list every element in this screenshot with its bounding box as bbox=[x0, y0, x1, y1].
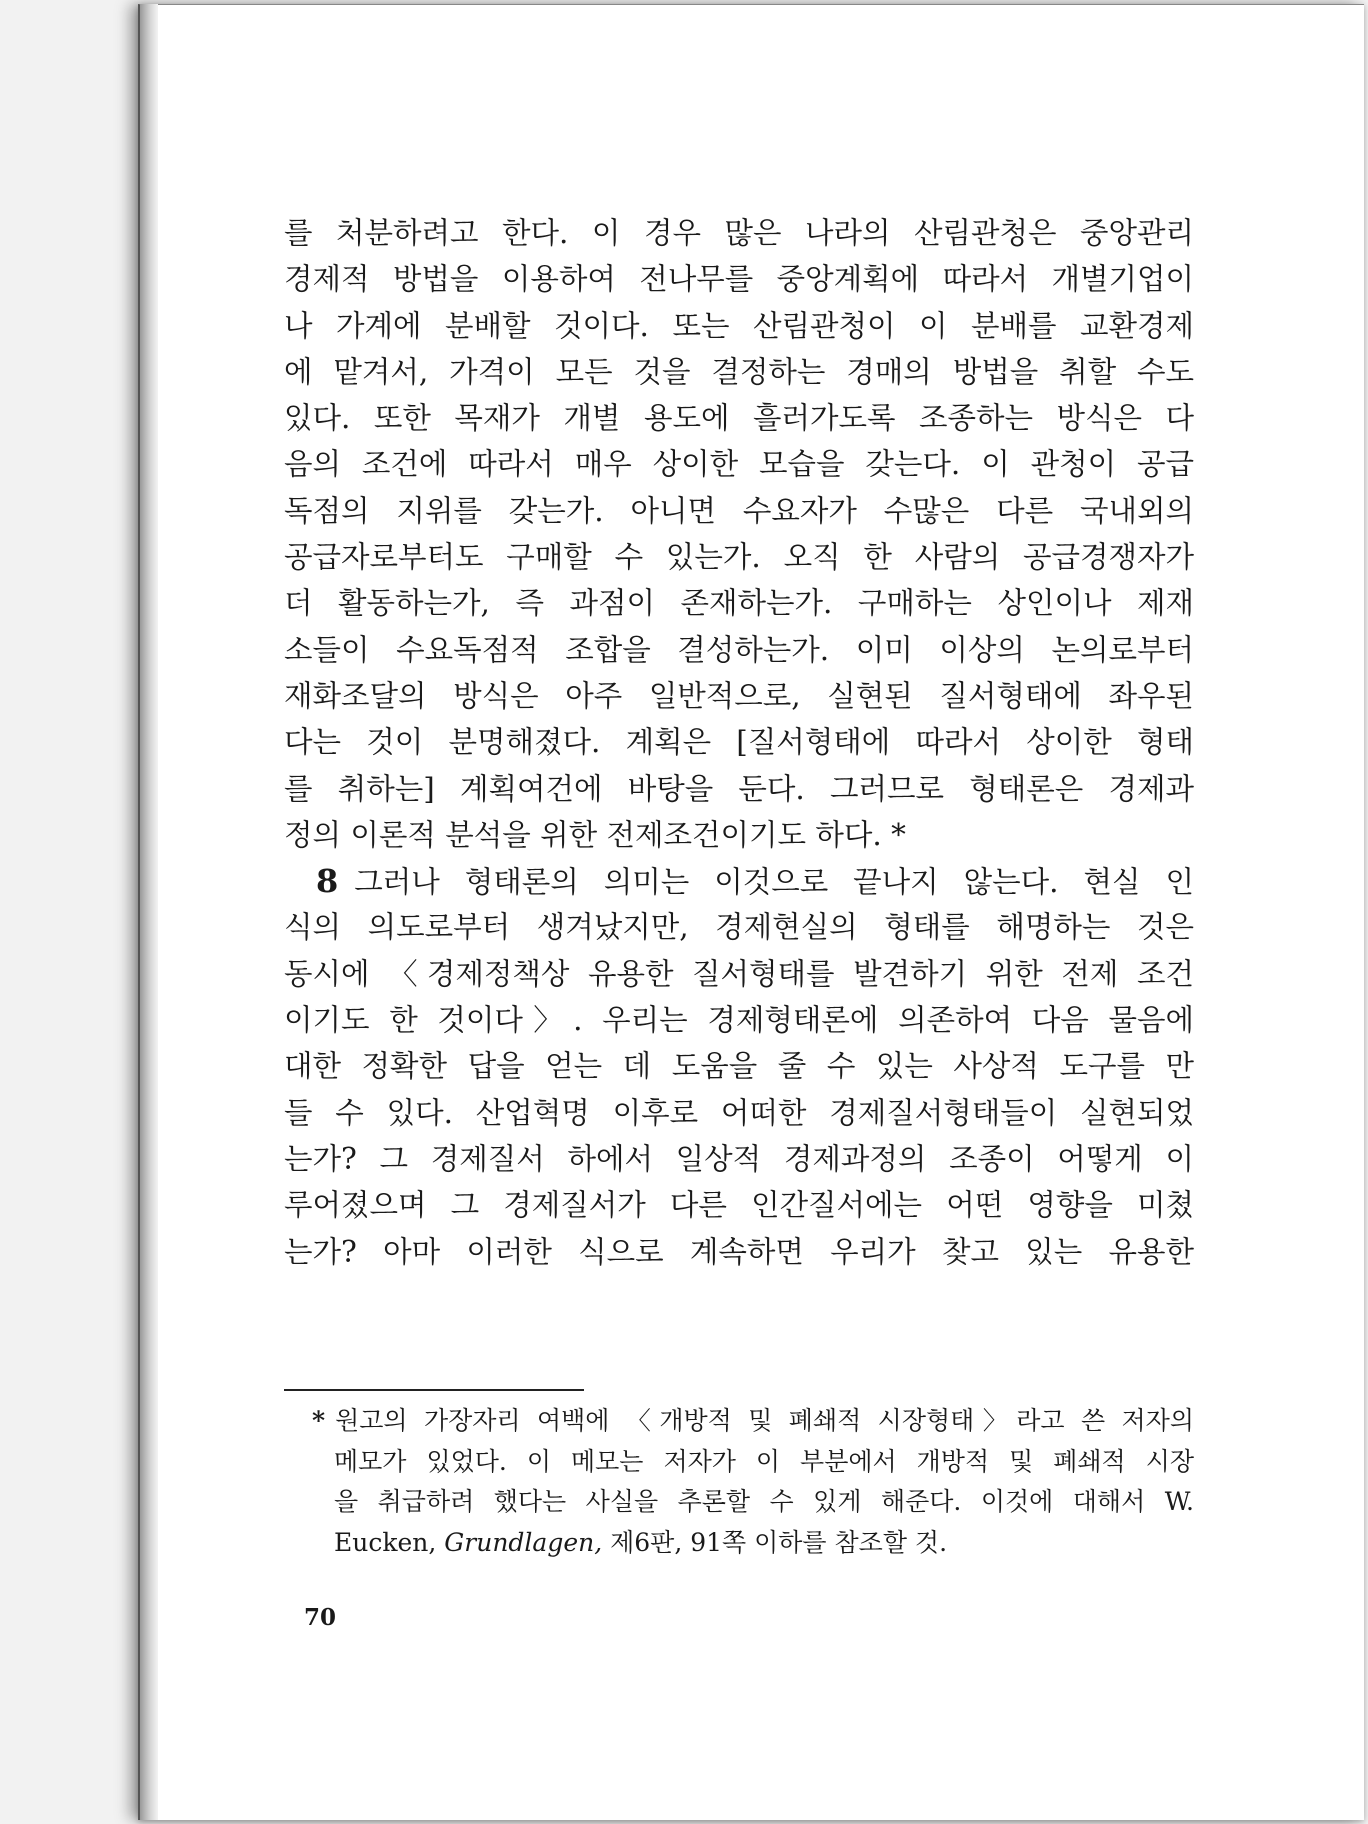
main-text bbox=[284, 210, 1194, 1275]
text-line: 는가? 그 경제질서 하에서 일상적 경제과정의 조종이 어떻게 이 bbox=[284, 1141, 1194, 1176]
text-line: 동시에 〈경제정책상 유용한 질서형태를 발견하기 위한 전제 조건 bbox=[284, 956, 1194, 991]
paragraph-number: 8 bbox=[316, 862, 339, 901]
footnote-line bbox=[334, 1523, 1194, 1564]
text-line: 더 활동하는가, 즉 과점이 존재하는가. 구매하는 상인이나 제재 bbox=[284, 586, 1194, 621]
page-binding-edge bbox=[140, 4, 158, 1820]
paragraph-8-first-line bbox=[284, 858, 1194, 904]
text-line: 들 수 있다. 산업혁명 이후로 어떠한 경제질서형태들이 실현되었 bbox=[284, 1095, 1194, 1130]
text-line: 에 맡겨서, 가격이 모든 것을 결정하는 경매의 방법을 취할 수도 bbox=[284, 354, 1194, 389]
text-line: 공급자로부터도 구매할 수 있는가. 오직 한 사람의 공급경쟁자가 bbox=[284, 540, 1194, 575]
footnote-marker: * bbox=[312, 1406, 326, 1435]
footnote-line bbox=[312, 1401, 1194, 1442]
text-line: 경제적 방법을 이용하여 전나무를 중앙계획에 따라서 개별기업이 bbox=[284, 262, 1194, 297]
text-line: 를 처분하려고 한다. 이 경우 많은 나라의 산림관청은 중앙관리 bbox=[284, 216, 1194, 250]
text-line: 다는 것이 분명해졌다. 계획은 [질서형태에 따라서 상이한 형태 bbox=[284, 725, 1194, 760]
footnote-text: Eucken, bbox=[334, 1527, 445, 1557]
text-line: 있다. 또한 목재가 개별 용도에 흘러가도록 조종하는 방식은 다 bbox=[284, 401, 1194, 436]
footnote-line: 을 취급하려 했다는 사실을 추론할 수 있게 해준다. 이것에 대해서 W. bbox=[334, 1487, 1194, 1516]
text-line: 소들이 수요독점적 조합을 결성하는가. 이미 이상의 논의로부터 bbox=[284, 632, 1194, 667]
page-number: 70 bbox=[304, 1604, 337, 1631]
footnote-text: 원고의 가장자리 여백에 〈개방적 및 폐쇄적 시장형태〉라고 쓴 저자의 bbox=[335, 1406, 1194, 1435]
text-line: 이기도 한 것이다〉. 우리는 경제형태론에 의존하여 다음 물음에 bbox=[284, 1003, 1194, 1038]
footnote-text: 제6판, 91쪽 이하를 참조할 것. bbox=[602, 1527, 948, 1557]
text-line: 루어졌으며 그 경제질서가 다른 인간질서에는 어떤 영향을 미쳤 bbox=[284, 1188, 1194, 1223]
text-line: 를 취하는] 계획여건에 바탕을 둔다. 그러므로 형태론은 경제과 bbox=[284, 771, 1194, 806]
text-line: 재화조달의 방식은 아주 일반적으로, 실현된 질서형태에 좌우된 bbox=[284, 678, 1194, 713]
footnote-line: 메모가 있었다. 이 메모는 저자가 이 부분에서 개방적 및 폐쇄적 시장 bbox=[334, 1446, 1194, 1476]
book-title: Grundlagen, bbox=[444, 1527, 603, 1557]
text-line: 는가? 아마 이러한 식으로 계속하면 우리가 찾고 있는 유용한 bbox=[284, 1234, 1194, 1269]
text-line: 독점의 지위를 갖는가. 아니면 수요자가 수많은 다른 국내외의 bbox=[284, 493, 1194, 528]
text-line: 정의 이론적 분석을 위한 전제조건이기도 하다. * bbox=[284, 817, 906, 852]
footnote bbox=[312, 1401, 1194, 1563]
text-line: 식의 의도로부터 생겨났지만, 경제현실의 형태를 해명하는 것은 bbox=[284, 910, 1194, 945]
text-line: 나 가계에 분배할 것이다. 또는 산림관청이 이 분배를 교환경제 bbox=[284, 308, 1194, 343]
text-line: 대한 정확한 답을 얻는 데 도움을 줄 수 있는 사상적 도구를 만 bbox=[284, 1049, 1194, 1084]
footnote-divider bbox=[284, 1389, 584, 1391]
text-line: 그러나 형태론의 의미는 이것으로 끝나지 않는다. 현실 인 bbox=[354, 865, 1194, 900]
text-line: 음의 조건에 따라서 매우 상이한 모습을 갖는다. 이 관청이 공급 bbox=[284, 447, 1194, 482]
